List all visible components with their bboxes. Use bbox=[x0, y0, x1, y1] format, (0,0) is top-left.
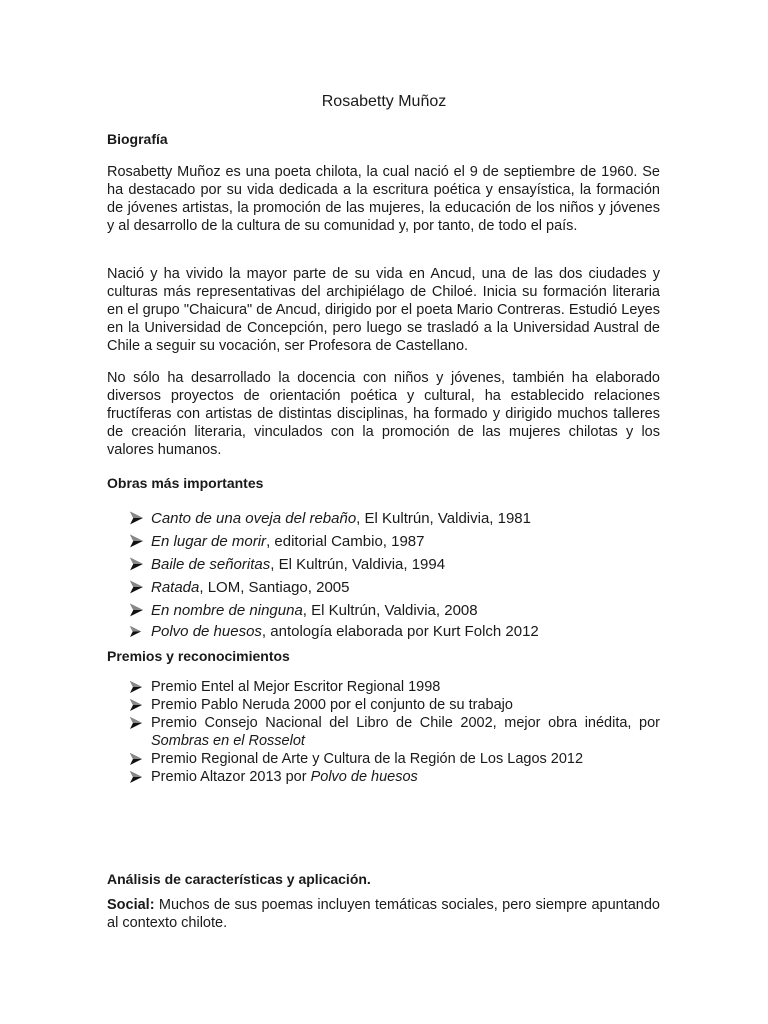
bio-paragraph-1: Rosabetty Muñoz es una poeta chilota, la cual nació el 9 de septiembre de 1960. Se ha destacado por su vida dedicada a la escritura poética y ensayística, la formación de jóvenes artistas, la promoción de las mujeres, la educación de los niños y jóvenes y al desarrollo de la cultura de su comunidad y, por tanto, de todo el país. bbox=[107, 164, 660, 234]
list-item bbox=[107, 507, 667, 530]
obra-details: , editorial Cambio, 1987 bbox=[266, 533, 425, 550]
social-label: Social: bbox=[107, 897, 155, 913]
list-item bbox=[107, 599, 667, 622]
arrow-bullet-icon bbox=[129, 681, 143, 693]
premio-work-title: Polvo de huesos bbox=[310, 769, 418, 785]
obras-heading: Obras más importantes bbox=[107, 475, 264, 491]
arrow-bullet-icon bbox=[129, 626, 142, 637]
arrow-bullet-icon bbox=[129, 557, 144, 571]
obra-details: , El Kultrún, Valdivia, 1994 bbox=[270, 556, 446, 573]
obra-title: Polvo de huesos bbox=[151, 623, 262, 640]
obra-title: En nombre de ninguna bbox=[151, 602, 303, 619]
arrow-bullet-icon bbox=[129, 603, 144, 617]
list-item bbox=[107, 750, 667, 768]
page-title: Rosabetty Muñoz bbox=[321, 93, 447, 110]
obra-details: , El Kultrún, Valdivia, 1981 bbox=[356, 510, 531, 527]
analisis-heading: Análisis de características y aplicación. bbox=[107, 871, 371, 887]
obra-title: Canto de una oveja del rebaño bbox=[151, 510, 357, 527]
list-item bbox=[107, 553, 667, 576]
list-item bbox=[107, 530, 667, 553]
arrow-bullet-icon bbox=[129, 699, 143, 711]
arrow-bullet-icon bbox=[129, 771, 143, 783]
obra-title: En lugar de morir bbox=[151, 533, 267, 550]
bio-paragraph-2: Nació y ha vivido la mayor parte de su vida en Ancud, una de las dos ciudades y culturas más representativas del archipiélago de Chiloé. Inicia su formación literaria en el grupo "Chaicura" de Ancud, dirigido por el poeta Mario Contreras. Estudió Leyes en la Universidad de Concepción, pero luego se trasladó a la Universidad Austral de Chile a seguir su vocación, ser Profesora de Castellano. bbox=[107, 266, 660, 354]
list-item bbox=[107, 576, 667, 599]
list-item bbox=[107, 678, 667, 696]
obras-list bbox=[107, 507, 667, 642]
list-item bbox=[107, 714, 667, 750]
arrow-bullet-icon bbox=[129, 534, 144, 548]
list-item bbox=[107, 696, 667, 714]
obra-details: , El Kultrún, Valdivia, 2008 bbox=[302, 602, 478, 619]
obra-details: , LOM, Santiago, 2005 bbox=[199, 579, 350, 596]
premios-heading: Premios y reconocimientos bbox=[107, 648, 290, 664]
obra-details: , antología elaborada por Kurt Folch 2012 bbox=[261, 623, 539, 640]
premio-text: Premio Altazor 2013 por bbox=[151, 769, 311, 785]
social-text: Muchos de sus poemas incluyen temáticas sociales, pero siempre apuntando al contexto chilote. bbox=[107, 897, 660, 931]
arrow-bullet-icon bbox=[129, 511, 144, 525]
obra-title: Baile de señoritas bbox=[151, 556, 271, 573]
arrow-bullet-icon bbox=[129, 580, 144, 594]
bio-paragraph-3: No sólo ha desarrollado la docencia con niños y jóvenes, también ha elaborado diversos proyectos de orientación poética y cultural, ha establecido relaciones fructíferas con artistas de distintas disciplinas, ha formado y dirigido muchos talleres de creación literaria, vinculados con la promoción de las mujeres chilotas y los valores humanos. bbox=[107, 370, 660, 458]
arrow-bullet-icon bbox=[129, 753, 143, 765]
biografia-heading: Biografía bbox=[107, 131, 168, 147]
obra-title: Ratada bbox=[151, 579, 200, 596]
premio-text: Premio Pablo Neruda 2000 por el conjunto de su trabajo bbox=[151, 697, 513, 713]
social-paragraph bbox=[107, 896, 660, 932]
list-item bbox=[107, 622, 667, 642]
premios-list bbox=[107, 678, 667, 786]
premio-text: Premio Consejo Nacional del Libro de Chile 2002, mejor obra inédita, por bbox=[151, 715, 660, 731]
list-item bbox=[107, 768, 667, 786]
premio-text: Premio Entel al Mejor Escritor Regional 1998 bbox=[151, 679, 441, 695]
premio-text: Premio Regional de Arte y Cultura de la Región de Los Lagos 2012 bbox=[151, 751, 584, 767]
arrow-bullet-icon bbox=[129, 717, 143, 729]
premio-work-title: Sombras en el Rosselot bbox=[151, 733, 305, 749]
